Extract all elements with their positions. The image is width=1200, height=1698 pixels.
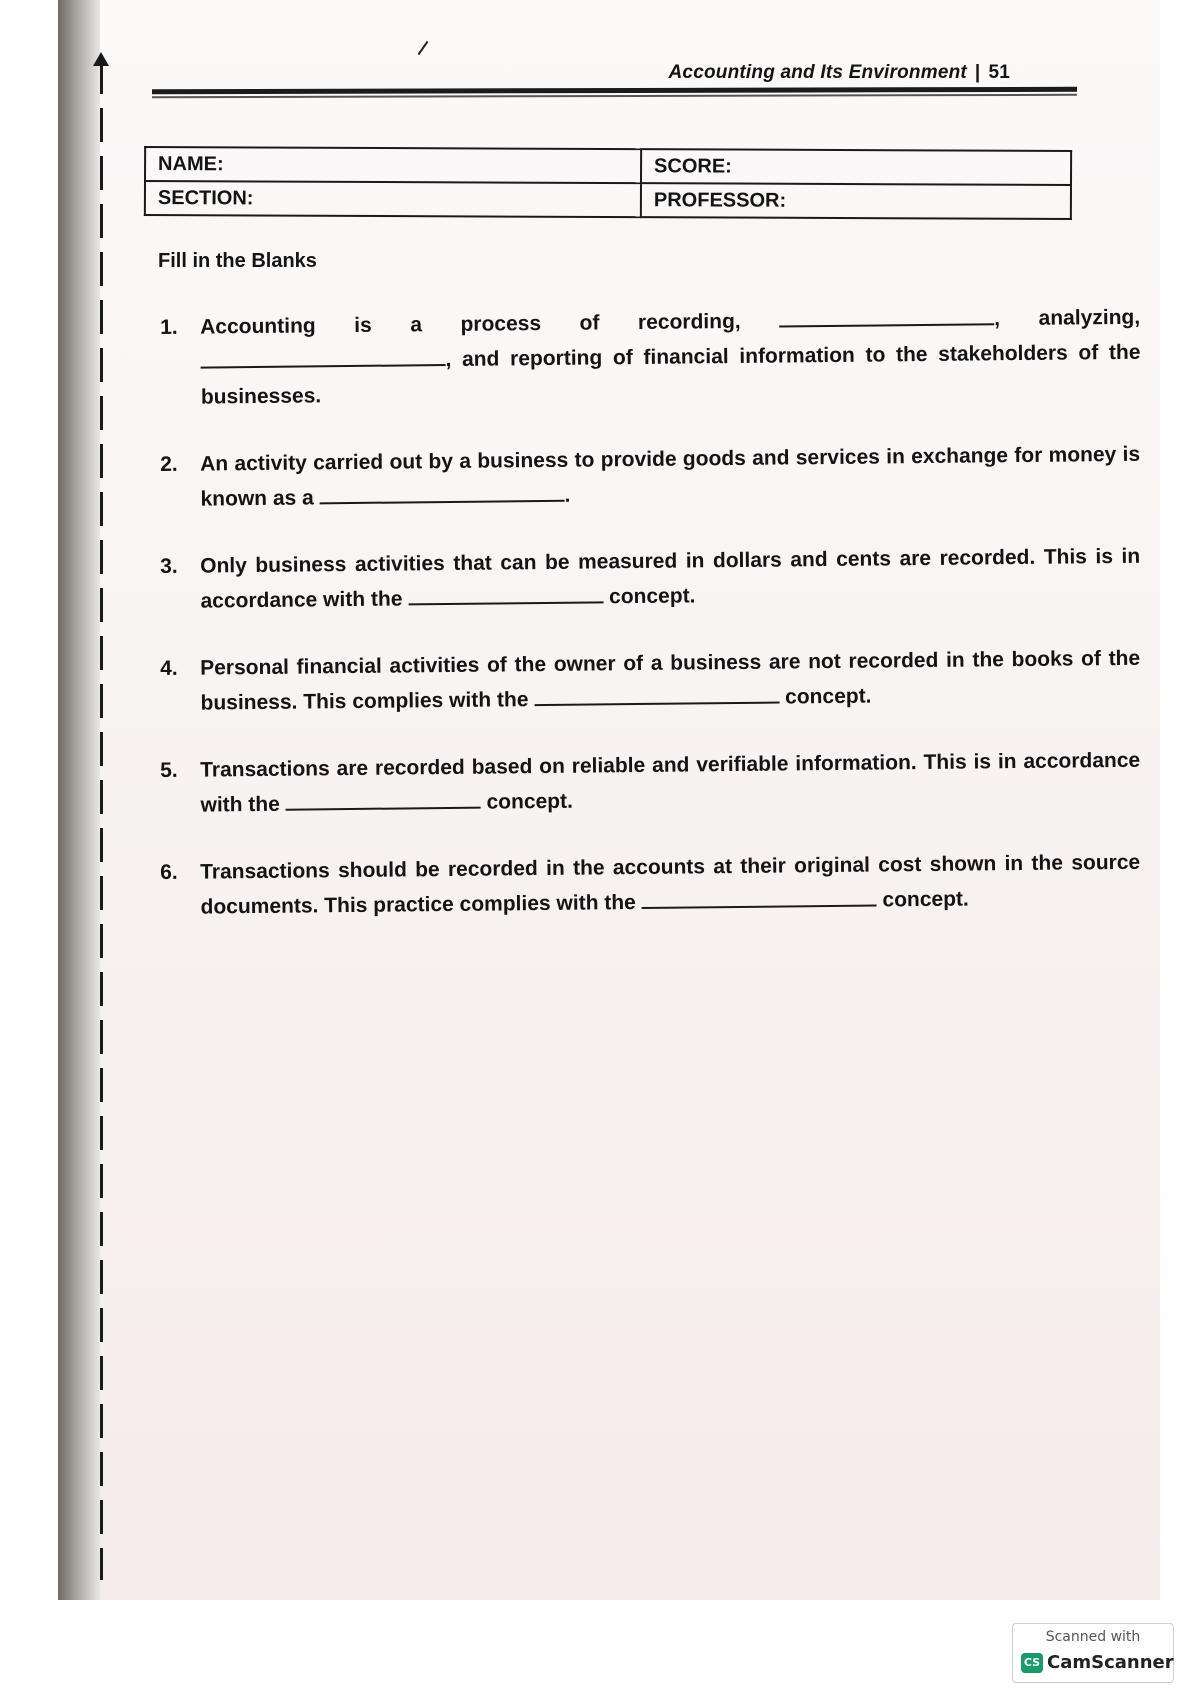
question-item: [160, 300, 1141, 415]
section-title: Fill in the Blanks: [158, 250, 317, 272]
answer-blank[interactable]: [408, 579, 603, 605]
question-text: , analyzing,: [994, 305, 1141, 331]
running-header: [669, 62, 1010, 84]
answer-blank[interactable]: [200, 342, 445, 369]
professor-field[interactable]: PROFESSOR:: [641, 183, 1071, 219]
question-text: Accounting is a process of recording,: [200, 309, 741, 339]
question-text: concept.: [882, 887, 969, 912]
answer-blank[interactable]: [641, 882, 876, 908]
question-text: .: [564, 483, 571, 507]
table-row: [145, 147, 1071, 185]
answer-blank[interactable]: [534, 680, 779, 707]
camscanner-watermark: [1012, 1623, 1174, 1683]
camscanner-logo-icon: CS: [1021, 1653, 1043, 1673]
header-rule: [152, 87, 1077, 94]
question-text: Only business activities that can be measured in dollars and cents are recorded. This is in accordance with the: [200, 544, 1141, 613]
header-rule-thin: [152, 94, 1077, 98]
student-info-table: [144, 146, 1072, 220]
question-number: 6.: [160, 860, 178, 884]
question-item: [160, 539, 1141, 619]
header-title: Accounting and Its Environment: [668, 62, 967, 83]
question-number: 1.: [160, 315, 178, 339]
question-number: 2.: [160, 452, 178, 476]
question-item: [160, 437, 1141, 517]
pencil-mark: [418, 41, 429, 55]
question-number: 4.: [160, 656, 178, 680]
name-field[interactable]: NAME:: [145, 147, 641, 183]
question-text: Personal financial activities of the owner of a business are not recorded in the books of the business. This complies with the: [200, 646, 1141, 715]
book-spine: [58, 0, 100, 1600]
answer-blank[interactable]: [779, 301, 994, 327]
margin-arrow-icon: [93, 52, 109, 66]
watermark-brand: CamScanner: [1047, 1652, 1174, 1673]
watermark-caption: Scanned with: [1045, 1629, 1141, 1645]
question-number: 5.: [160, 758, 178, 782]
question-text: concept.: [784, 684, 872, 709]
score-field[interactable]: SCORE:: [641, 149, 1071, 185]
margin-rule: [100, 60, 103, 1580]
answer-blank[interactable]: [319, 478, 564, 505]
answer-blank[interactable]: [286, 785, 481, 811]
question-text: An activity carried out by a business to provide goods and services in exchange for money is known as a: [200, 442, 1141, 511]
question-text: Transactions are recorded based on reliable and verifiable information. This is in accordance with the: [200, 748, 1141, 817]
question-item: [160, 845, 1141, 925]
question-text: , and reporting of financial information to the stakeholders of the businesses.: [200, 340, 1141, 409]
question-item: [160, 743, 1141, 823]
header-separator: |: [974, 62, 981, 83]
question-item: [160, 641, 1141, 721]
question-number: 3.: [160, 554, 178, 578]
page-number: 51: [988, 62, 1010, 83]
question-list: [160, 305, 1141, 957]
question-text: concept.: [486, 789, 574, 814]
document-page: [100, 0, 1160, 1600]
question-text: Transactions should be recorded in the accounts at their original cost shown in the source documents. This practice complies with the: [200, 850, 1141, 919]
section-field[interactable]: SECTION:: [145, 181, 641, 217]
question-text: concept.: [608, 584, 696, 609]
table-row: [145, 181, 1071, 219]
